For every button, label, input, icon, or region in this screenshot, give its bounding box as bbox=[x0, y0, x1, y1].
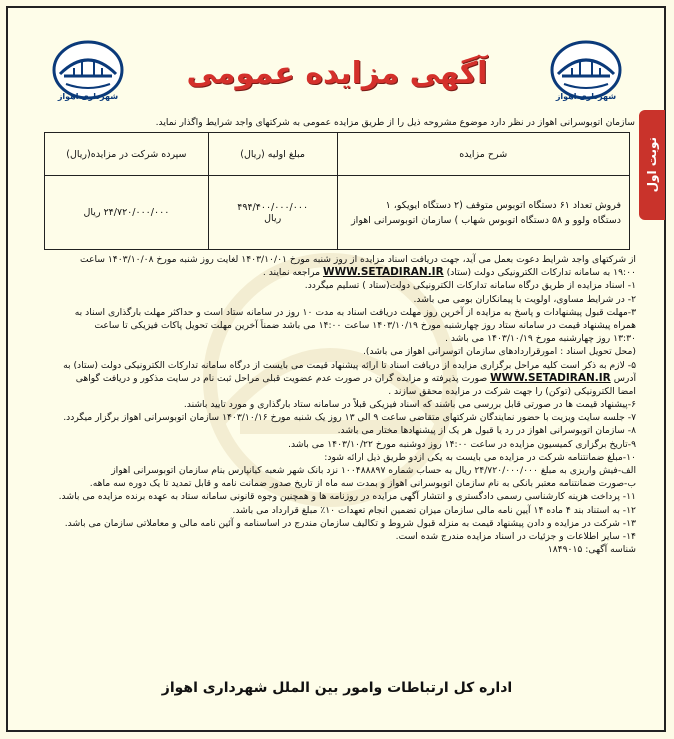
body-line: ۲- در شرایط مساوی، اولویت با پیمانکاران بومی می باشد. bbox=[413, 293, 636, 305]
body-line: ۱۳:۳۰ روز چهارشنبه مورخ ۱۴۰۳/۱۰/۱۹ می باشد . bbox=[444, 333, 636, 345]
body-line: ۹-تاریخ برگزاری کمیسیون مزایده در ساعت ۱۴:۰۰ روز دوشنبه مورخ ۱۴۰۳/۱۰/۲۲ می باشد. bbox=[288, 438, 636, 450]
first-round-badge bbox=[639, 110, 665, 220]
price-value: ۴۹۴/۴۰۰/۰۰۰/۰۰۰ bbox=[237, 201, 309, 213]
table-row bbox=[45, 176, 630, 250]
auction-description bbox=[337, 176, 630, 250]
body-line: امضا الکترونیکی (توکن) را جهت شرکت در مزایده محقق سازند . bbox=[388, 385, 636, 397]
notice-body bbox=[24, 253, 636, 556]
body-line: ۸- سازمان اتوبوسرانی اهواز در رد یا قبول هر یک از پیشنهادها مختار می باشد. bbox=[337, 425, 636, 437]
header-deposit: سپرده شرکت در مزایده(ریال) bbox=[45, 133, 209, 176]
body-line: ۶-پیشنهاد قیمت ها در صورتی قابل بررسی می باشند که اسناد فیزیکی قبلاً در سامانه ستاد بارگذاری و مورد تایید باشند. bbox=[183, 399, 636, 411]
setad-website-link[interactable]: WWW.SETADIRAN.IR bbox=[490, 371, 611, 384]
body-line: ۱۹:۰۰ به سامانه تدارکات الکترونیکی دولت (ستاد) WWW.SETADIRAN.IR مراجعه نمایند . bbox=[262, 266, 636, 279]
description-line: فروش تعداد ۶۱ دستگاه اتوبوس متوقف (۲ دستگاه ایویکو، ۱ bbox=[385, 199, 621, 211]
setad-website-link[interactable]: WWW.SETADIRAN.IR bbox=[322, 266, 444, 279]
body-line: ۵- لازم به ذکر است کلیه مراحل برگزاری مزایده از دریافت اسناد تا ارائه پیشنهاد قیمت می بایست از درگاه سامانه تدارکات الکترونیکی دولت (ستاد) به bbox=[63, 359, 636, 371]
notice-title: آگهی مزایده عمومی bbox=[186, 56, 488, 91]
body-line: ۷- جلسه سایت ویزیت با حضور نمایندگان شرکتهای متقاضی ساعت ۹ الی ۱۳ روز یک شنبه مورخ ۱۴۰۳/۱۰/۱۶ سازمان اتوبوسرانی اهواز برگزار میگردد. bbox=[63, 412, 636, 424]
body-line: همراه پیشنهاد قیمت در سامانه ستاد روز چهارشنبه مورخ ۱۴۰۳/۱۰/۱۹ ساعت ۱۴:۰۰ می باشد ضمناً آخرین مهلت تحویل پاکات فیزیکی تا ساعت bbox=[94, 319, 636, 331]
body-line: آدرس WWW.SETADIRAN.IR صورت پذیرفته و مزایده گران در صورت عدم عضویت قبلی مراحل ثبت نام در سایت مذکور و دریافت گواهی bbox=[75, 371, 636, 384]
body-line: ۱۱- پرداخت هزینه کارشناسی رسمی دادگستری و انتشار آگهی مزایده در روزنامه ها و همچنین وجوه قانونی سامانه ستاد به عهده برنده مزایده می باشد. bbox=[58, 491, 636, 503]
logo-caption-right: شهرداری اهواز bbox=[555, 92, 617, 101]
body-line: (محل تحویل اسناد : امورقراردادهای سازمان اتوسرانی اهواز می باشد). bbox=[362, 346, 636, 358]
body-line: از شرکتهای واجد شرایط دعوت بعمل می آید، جهت دریافت اسناد مزایده از روز شنبه مورخ ۱۴۰۳/۱۰/۰۱ لغایت روز شنبه مورخ ۱۴۰۳/۱۰/۰۸ ساعت bbox=[79, 254, 636, 265]
initial-price bbox=[208, 176, 337, 250]
badge-label: نوبت اول bbox=[645, 137, 659, 193]
body-line: ۱۰-مبلغ ضمانتنامه شرکت در مزایده می بایست به یکی ازدو طریق ذیل ارائه شود: bbox=[324, 451, 636, 463]
body-line: ۱۴- سایر اطلاعات و جزئیات در اسناد مزایده مندرج شده است. bbox=[395, 530, 636, 542]
body-line: ۱۳- شرکت در مزایده و دادن پیشنهاد قیمت به منزله قبول شروط و تکالیف سازمان مندرج در اساسنامه و آئین نامه مالی و معاملاتی سازمان می باشد. bbox=[64, 517, 636, 529]
body-line: الف-فیش واریزی به مبلغ ۲۴/۷۲۰/۰۰۰/۰۰۰ ریال به حساب شماره ۱۰۰۴۸۸۸۹۷ نزد بانک شهر شعبه کیانپارس بنام سازمان اتوبوسرانی اهواز bbox=[111, 465, 636, 476]
auction-table bbox=[44, 132, 630, 250]
price-unit: ریال bbox=[264, 212, 282, 224]
body-line: ۱۲- به استناد بند ۴ ماده ۱۴ آیین نامه مالی سازمان میزان تضمین انجام تعهدات ۱۰٪ مبلغ قرارداد می باشد. bbox=[232, 504, 636, 516]
table-header-row bbox=[45, 133, 630, 176]
body-line: ۳-مهلت قبول پیشنهادات و پاسخ به مزایده از آخرین روز مهلت دریافت اسناد به مدت ۱۰ روز در سامانه ستاد است و حداکثر مهلت بارگذاری اسناد به bbox=[74, 306, 636, 318]
logo-caption-left: شهرداری اهواز bbox=[57, 92, 119, 101]
notice-id: شناسه آگهی: ۱۸۴۹۰۱۵ bbox=[547, 544, 636, 556]
intro-text: سازمان اتوبوسرانی اهواز در نظر دارد موضوع مشروحه ذیل را از طریق مزایده عمومی به شرکتهای واجد شرایط واگذار نماید. bbox=[155, 117, 635, 128]
deposit-amount: ۲۴/۷۲۰/۰۰۰/۰۰۰ ریال bbox=[45, 176, 209, 250]
body-line: ب-صورت ضمانتنامه معتبر بانکی به نام سازمان اتوبوسرانی اهواز و بمدت سه ماه از تاریخ صدور ضمانت نامه و قابل تمدید تا یک دوره سه ماهه. bbox=[89, 478, 636, 490]
header-description: شرح مزایده bbox=[337, 133, 630, 176]
body-line: ۱- اسناد مزایده از طریق درگاه سامانه تدارکات الکترونیکی دولت(ستاد ) تسلیم میگردد. bbox=[304, 280, 636, 292]
header-initial-price: مبلغ اولیه (ریال) bbox=[208, 133, 337, 176]
description-line: دستگاه ولوو و ۵۸ دستگاه اتوبوس شهاب ) سازمان اتوبوسرانی اهواز bbox=[351, 214, 621, 226]
issuer-footer: اداره کل ارتباطات وامور بین الملل شهرداری اهواز bbox=[161, 680, 513, 696]
